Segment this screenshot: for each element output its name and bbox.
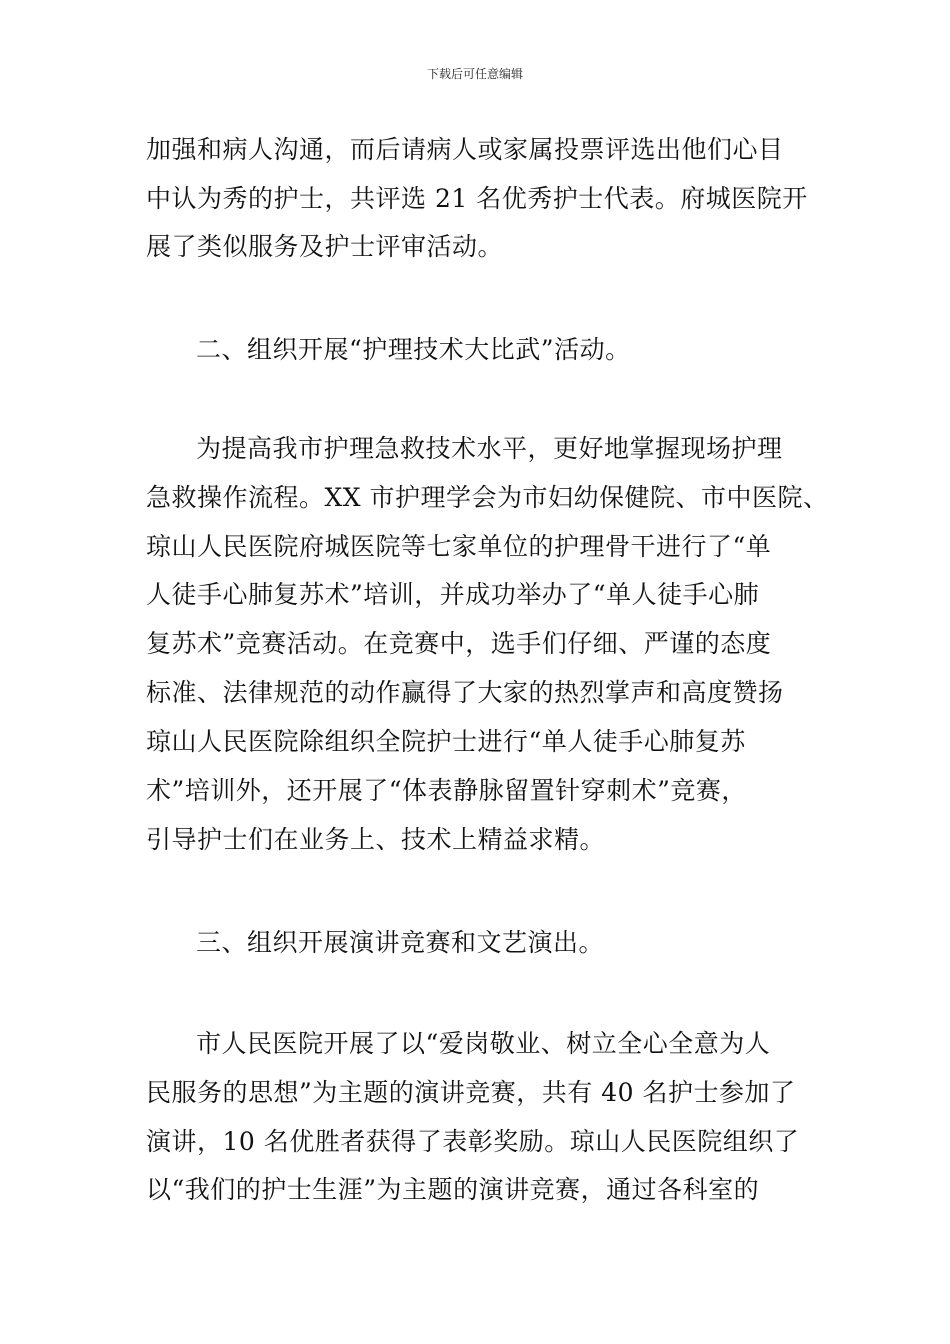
section-heading-3: 三、组织开展演讲竞赛和文艺演出。 — [196, 928, 605, 957]
paragraph-line: 演讲，10 名优胜者获得了表彰奖励。琼山人民医院组织了 — [146, 1127, 800, 1156]
paragraph-line: 民服务的思想”为主题的演讲竞赛，共有 40 名护士参加了 — [146, 1078, 796, 1107]
paragraph-line: 为提高我市护理急救技术水平，更好地掌握现场护理 — [196, 434, 783, 463]
page-header: 下载后可任意编辑 — [426, 67, 523, 81]
paragraph-line: 以“我们的护士生涯”为主题的演讲竞赛，通过各科室的 — [146, 1175, 760, 1204]
paragraph-line: 急救操作流程。XX 市护理学会为市妇幼保健院、市中医院、 — [146, 483, 829, 512]
paragraph-line: 复苏术”竞赛活动。在竞赛中，选手们仔细、严谨的态度 — [146, 629, 772, 658]
paragraph-line: 琼山人民医院府城医院等七家单位的护理骨干进行了“单 — [146, 532, 772, 561]
section-heading-2: 二、组织开展“护理技术大比武”活动。 — [196, 335, 631, 364]
paragraph-line: 中认为秀的护士，共评选 21 名优秀护士代表。府城医院开 — [146, 184, 808, 213]
paragraph-line: 市人民医院开展了以“爱岗敬业、树立全心全意为人 — [196, 1029, 771, 1058]
paragraph-line: 引导护士们在业务上、技术上精益求精。 — [146, 825, 606, 854]
paragraph-line: 术”培训外，还开展了“体表静脉留置针穿刺术”竞赛， — [146, 776, 747, 805]
paragraph-line: 标准、法律规范的动作赢得了大家的热烈掌声和高度赞扬 — [146, 678, 784, 707]
paragraph-line: 展了类似服务及护士评审活动。 — [146, 232, 504, 261]
paragraph-line: 琼山人民医院除组织全院护士进行“单人徒手心肺复苏 — [146, 727, 746, 756]
paragraph-line: 加强和病人沟通，而后请病人或家属投票评选出他们心目 — [146, 135, 784, 164]
paragraph-line: 人徒手心肺复苏术”培训，并成功举办了“单人徒手心肺 — [146, 580, 760, 609]
